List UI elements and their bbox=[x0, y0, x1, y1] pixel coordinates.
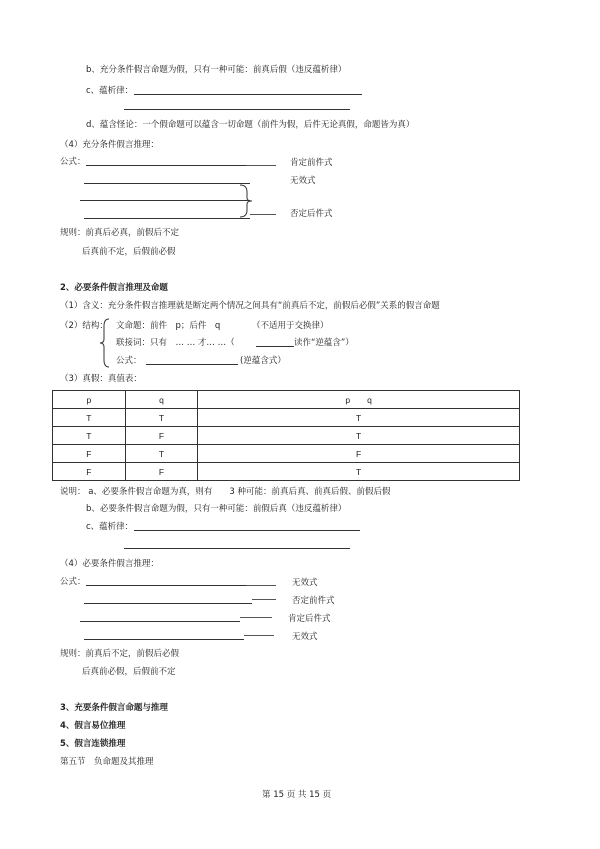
blank-line bbox=[256, 346, 294, 347]
table-header-cell: p bbox=[53, 391, 126, 409]
blank-line bbox=[84, 218, 250, 219]
section-title: 3、充要条件假言命题与推理 bbox=[60, 703, 168, 713]
section-title: 第五节 负命题及其推理 bbox=[60, 757, 154, 767]
rule-line: 后真前必假，后假前不定 bbox=[82, 667, 176, 677]
table-cell: F bbox=[53, 445, 126, 463]
table-header-cell: q bbox=[125, 391, 198, 409]
form-label: 否定后件式 bbox=[290, 209, 333, 219]
heading-necessary-inference: （4）必要条件假言推理： bbox=[60, 559, 159, 569]
structure-item: 联接词：只有 … … 才… …（ bbox=[116, 338, 235, 348]
note-b-necessary: b、必要条件假言命题为假，只有一种可能：前假后真（违反蕴析律） bbox=[86, 504, 347, 514]
table-row bbox=[53, 463, 520, 481]
blank-line bbox=[80, 200, 250, 201]
table-row bbox=[53, 427, 520, 445]
blank-line bbox=[134, 94, 362, 95]
note-a-necessary: 说明： a、必要条件假言命题为真，则有 3 种可能：前真后真、前真后假、前假后假 bbox=[60, 487, 391, 497]
table-cell: T bbox=[198, 463, 520, 481]
table-cell: F bbox=[125, 463, 198, 481]
dash-line bbox=[246, 585, 276, 586]
form-label: 肯定后件式 bbox=[288, 614, 331, 624]
formula-label: 公式： bbox=[60, 577, 86, 587]
rule-line: 后真前不定，后假前必假 bbox=[82, 247, 176, 257]
table-row bbox=[53, 409, 520, 427]
table-row bbox=[53, 445, 520, 463]
form-label: 无效式 bbox=[292, 632, 318, 642]
dash-line bbox=[250, 214, 276, 215]
form-label: 肯定前件式 bbox=[290, 158, 333, 168]
table-cell: T bbox=[53, 409, 126, 427]
table-cell: F bbox=[198, 445, 520, 463]
formula-label: 公式： bbox=[60, 157, 86, 167]
structure-note: (逆蕴含式） bbox=[240, 356, 286, 366]
blank-line bbox=[134, 530, 360, 531]
table-cell: T bbox=[198, 409, 520, 427]
rule-line: 规则：前真后不定，前假后必假 bbox=[60, 649, 180, 659]
blank-line bbox=[124, 109, 350, 110]
table-header-row bbox=[53, 391, 520, 409]
table-cell: F bbox=[125, 427, 198, 445]
structure-item: 公式： bbox=[116, 356, 142, 366]
blank-line bbox=[84, 639, 244, 640]
structure-item: 文命题：前件 p；后件 q bbox=[116, 321, 221, 331]
dash-line bbox=[240, 617, 272, 618]
definition-text: （1）含义：充分条件假言推理就是断定两个情况之间具有“前真后不定，前假后必假”关系的假言命题 bbox=[60, 301, 440, 311]
table-cell: T bbox=[125, 445, 198, 463]
section-title: 4、假言易位推理 bbox=[60, 721, 126, 731]
blank-line bbox=[80, 621, 240, 622]
structure-label: （2）结构： bbox=[60, 321, 108, 331]
blank-line bbox=[86, 165, 246, 166]
dash-line bbox=[244, 635, 274, 636]
heading-sufficient-inference: （4）充分条件假言推理： bbox=[60, 140, 159, 150]
blank-line bbox=[84, 603, 252, 604]
structure-note: 读作“逆蕴含”） bbox=[294, 338, 354, 348]
blank-line bbox=[146, 364, 238, 365]
table-cell: F bbox=[53, 463, 126, 481]
rule-line: 规则：前真后必真，前假后不定 bbox=[60, 228, 180, 238]
dash-line bbox=[246, 165, 276, 166]
form-label: 无效式 bbox=[290, 176, 316, 186]
section-title: 5、假言连锁推理 bbox=[60, 739, 126, 749]
note-b-sufficient: b、充分条件假言命题为假，只有一种可能：前真后假（违反蕴析律） bbox=[86, 65, 347, 75]
blank-line bbox=[86, 585, 246, 586]
form-label: 无效式 bbox=[292, 578, 318, 588]
brace-icon bbox=[238, 184, 254, 218]
table-cell: T bbox=[125, 409, 198, 427]
section-title-necessary: 2、必要条件假言推理及命题 bbox=[60, 283, 168, 293]
table-cell: T bbox=[53, 427, 126, 445]
table-header-cell: p q bbox=[198, 391, 520, 409]
truth-table-label: （3）真假：真值表： bbox=[60, 374, 142, 384]
table-cell: T bbox=[198, 427, 520, 445]
note-c-sufficient: c、蕴析律： bbox=[86, 86, 134, 96]
brace-icon bbox=[99, 318, 111, 368]
blank-line bbox=[124, 548, 350, 549]
note-c-necessary: c、蕴析律： bbox=[86, 522, 134, 532]
page-number: 第 15 页 共 15 页 bbox=[262, 790, 332, 800]
truth-table bbox=[52, 390, 520, 481]
blank-line bbox=[84, 183, 250, 184]
note-d-sufficient: d、蕴含怪论：一个假命题可以蕴含一切命题（前件为假，后件无论真假，命题皆为真） bbox=[86, 120, 415, 130]
form-label: 否定前件式 bbox=[292, 596, 335, 606]
structure-note: （不适用于交换律） bbox=[252, 321, 329, 331]
dash-line bbox=[252, 599, 276, 600]
